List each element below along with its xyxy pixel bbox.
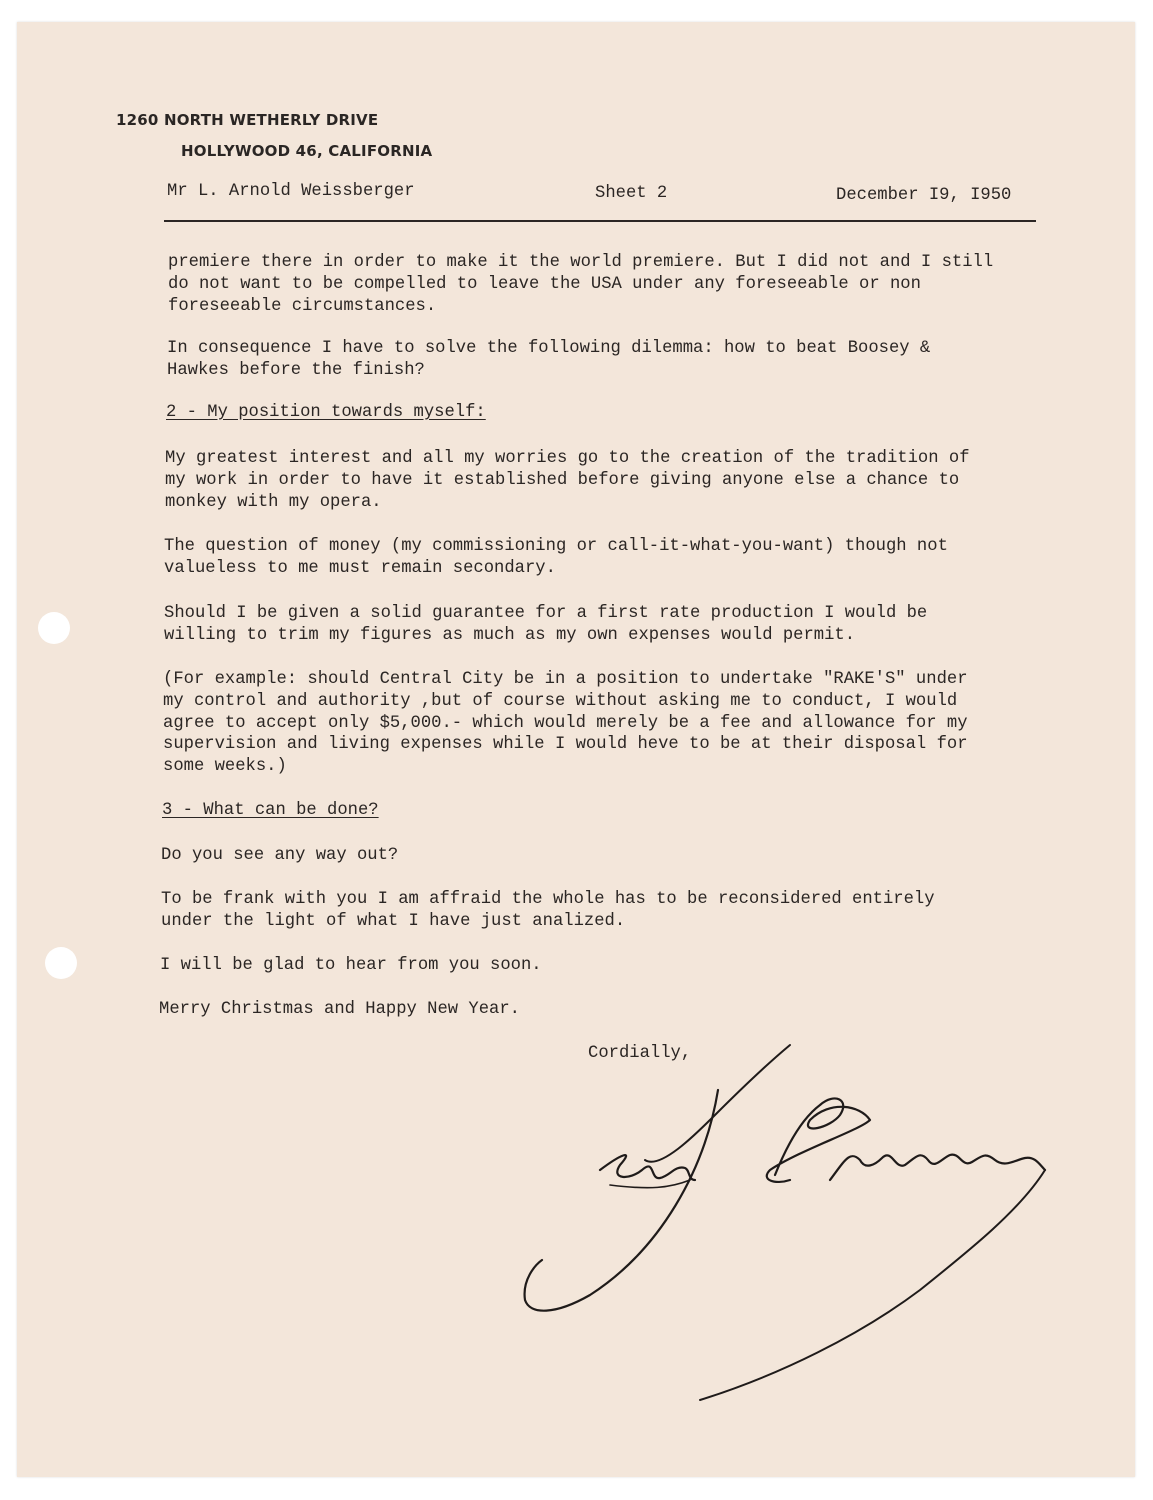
paragraph-1 (168, 252, 993, 317)
letterhead-city: HOLLYWOOD 46, CALIFORNIA (181, 142, 433, 160)
paragraph-6 (163, 669, 968, 778)
paragraph-6-line-5: some weeks.) (163, 757, 287, 777)
paragraph-2 (167, 338, 930, 382)
punch-hole-upper (38, 612, 70, 644)
paragraph-8-line-2: under the light of what I have just analized. (161, 911, 626, 931)
paragraph-3-line-1: My greatest interest and all my worries go to the creation of the tradition of (165, 449, 970, 468)
paragraph-3 (165, 448, 970, 513)
letter-date: December I9, I950 (836, 186, 1012, 205)
paragraph-9: I will be glad to hear from you soon. (160, 956, 542, 975)
paragraph-3-line-2: my work in order to have it established before giving anyone else a chance to (165, 470, 960, 490)
recipient: Mr L. Arnold Weissberger (167, 182, 415, 201)
signature (500, 1030, 1060, 1410)
paragraph-6-line-4: supervision and living expenses while I would heve to be at their disposal for (163, 735, 968, 755)
paragraph-6-line-1: (For example: should Central City be in a position to undertake "RAKE'S" under (163, 670, 968, 689)
paragraph-8 (161, 889, 935, 933)
paragraph-1-line-2: do not want to be compelled to leave the USA under any foreseeable or non (168, 274, 921, 294)
paragraph-1-line-3: foreseeable circumstances. (168, 296, 437, 316)
paragraph-6-line-2: my control and authority ,but of course without asking me to conduct, I would (163, 691, 958, 711)
paragraph-5-line-1: Should I be given a solid guarantee for a first rate production I would be (164, 604, 928, 623)
section-heading-2: 2 - My position towards myself: (166, 403, 486, 422)
paragraph-5 (164, 603, 927, 647)
paragraph-3-line-3: monkey with my opera. (165, 492, 382, 512)
section-heading-3: 3 - What can be done? (162, 801, 379, 820)
paragraph-1-line-1: premiere there in order to make it the world premiere. But I did not and I still (168, 253, 994, 272)
letterhead-street: 1260 NORTH WETHERLY DRIVE (116, 111, 379, 129)
paragraph-8-line-1: To be frank with you I am affraid the whole has to be reconsidered entirely (161, 890, 935, 909)
paragraph-7: Do you see any way out? (161, 846, 399, 865)
paragraph-5-line-2: willing to trim my figures as much as my own expenses would permit. (164, 625, 856, 645)
paragraph-4-line-1: The question of money (my commissioning or call-it-what-you-want) though not (164, 537, 948, 556)
paragraph-4-line-2: valueless to me must remain secondary. (164, 558, 556, 578)
closing: Cordially, (588, 1044, 692, 1063)
punch-hole-lower (45, 947, 77, 979)
paragraph-2-line-1: In consequence I have to solve the following dilemma: how to beat Boosey & (167, 339, 931, 358)
paragraph-10: Merry Christmas and Happy New Year. (159, 1000, 520, 1019)
sheet-number: Sheet 2 (595, 184, 668, 203)
header-rule (164, 220, 1036, 222)
paragraph-2-line-2: Hawkes before the finish? (167, 360, 425, 380)
paragraph-4 (164, 536, 948, 580)
paragraph-6-line-3: agree to accept only $5,000.- which would merely be a fee and allowance for my (163, 713, 968, 733)
